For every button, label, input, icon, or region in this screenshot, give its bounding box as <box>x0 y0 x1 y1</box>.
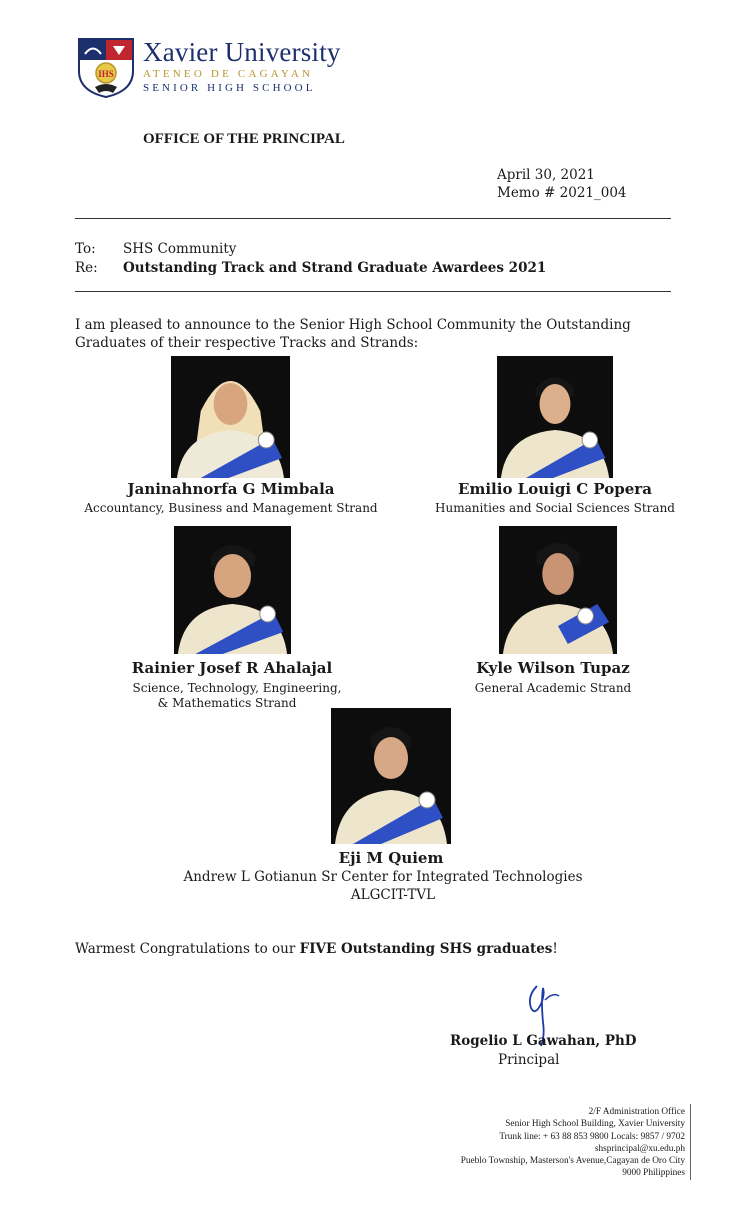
awardee-name: Janinahnorfa G Mimbala <box>127 480 335 498</box>
svg-text:IHS: IHS <box>98 69 114 79</box>
office-title: OFFICE OF THE PRINCIPAL <box>143 131 345 147</box>
footer-address <box>461 1106 685 1180</box>
school-name: SENIOR HIGH SCHOOL <box>143 82 316 94</box>
awardee-name: Rainier Josef R Ahalajal <box>131 659 333 677</box>
divider <box>75 291 671 292</box>
to-value: SHS Community <box>123 241 237 257</box>
awardee-photo <box>499 526 617 654</box>
awardee-name: Eji M Quiem <box>338 849 444 867</box>
memo-date: April 30, 2021 <box>497 167 595 183</box>
footer-line: Trunk line: + 63 88 853 9800 Locals: 9857 / 9702 <box>499 1131 685 1142</box>
awardee-strand: Accountancy, Business and Management Strand <box>84 501 378 515</box>
awardee-photo <box>171 356 290 478</box>
awardee-strand-line2: ALGCIT-TVL <box>350 887 436 903</box>
divider <box>75 218 671 219</box>
awardee-name: Emilio Louigi C Popera <box>458 480 652 498</box>
university-subtitle: ATENEO DE CAGAYAN <box>143 68 314 80</box>
awardee-photo <box>331 708 451 844</box>
awardee-strand: Humanities and Social Sciences Strand <box>435 501 675 515</box>
signer-title: Principal <box>498 1052 560 1068</box>
awardee-photo <box>174 526 291 654</box>
footer-email: shsprincipal@xu.edu.ph <box>594 1143 685 1154</box>
footer-divider <box>690 1104 691 1180</box>
university-name: Xavier University <box>143 37 341 67</box>
university-seal-icon <box>77 37 135 99</box>
closing-suffix: ! <box>552 941 558 957</box>
footer-line: 9000 Philippines <box>622 1168 685 1179</box>
re-label: Re: <box>75 260 98 276</box>
closing-statement <box>75 941 558 957</box>
subject: Outstanding Track and Strand Graduate Awardees 2021 <box>123 260 547 276</box>
awardee-strand: General Academic Strand <box>474 681 632 695</box>
awardee-strand-line1: Science, Technology, Engineering, <box>132 681 342 695</box>
footer-line: Senior High School Building, Xavier University <box>505 1119 685 1130</box>
footer-line: 2/F Administration Office <box>588 1107 685 1117</box>
memo-number: Memo # 2021_004 <box>497 185 627 201</box>
signer-name: Rogelio L Gawahan, PhD <box>450 1033 637 1049</box>
awardee-photo <box>497 356 613 478</box>
closing-prefix: Warmest Congratulations to our <box>75 941 300 957</box>
awardee-strand-line1: Andrew L Gotianun Sr Center for Integrated Technologies <box>183 869 583 885</box>
to-label: To: <box>75 241 96 257</box>
awardee-name: Kyle Wilson Tupaz <box>476 659 630 677</box>
footer-line: Pueblo Township, Masterson's Avenue,Cagayan de Oro City <box>460 1156 685 1167</box>
awardee-strand-line2: & Mathematics Strand <box>157 696 297 710</box>
closing-emphasis: FIVE Outstanding SHS graduates <box>299 941 553 957</box>
intro-paragraph: I am pleased to announce to the Senior High School Community the Outstanding Graduates of their respective Tracks and Strands: <box>75 317 631 351</box>
